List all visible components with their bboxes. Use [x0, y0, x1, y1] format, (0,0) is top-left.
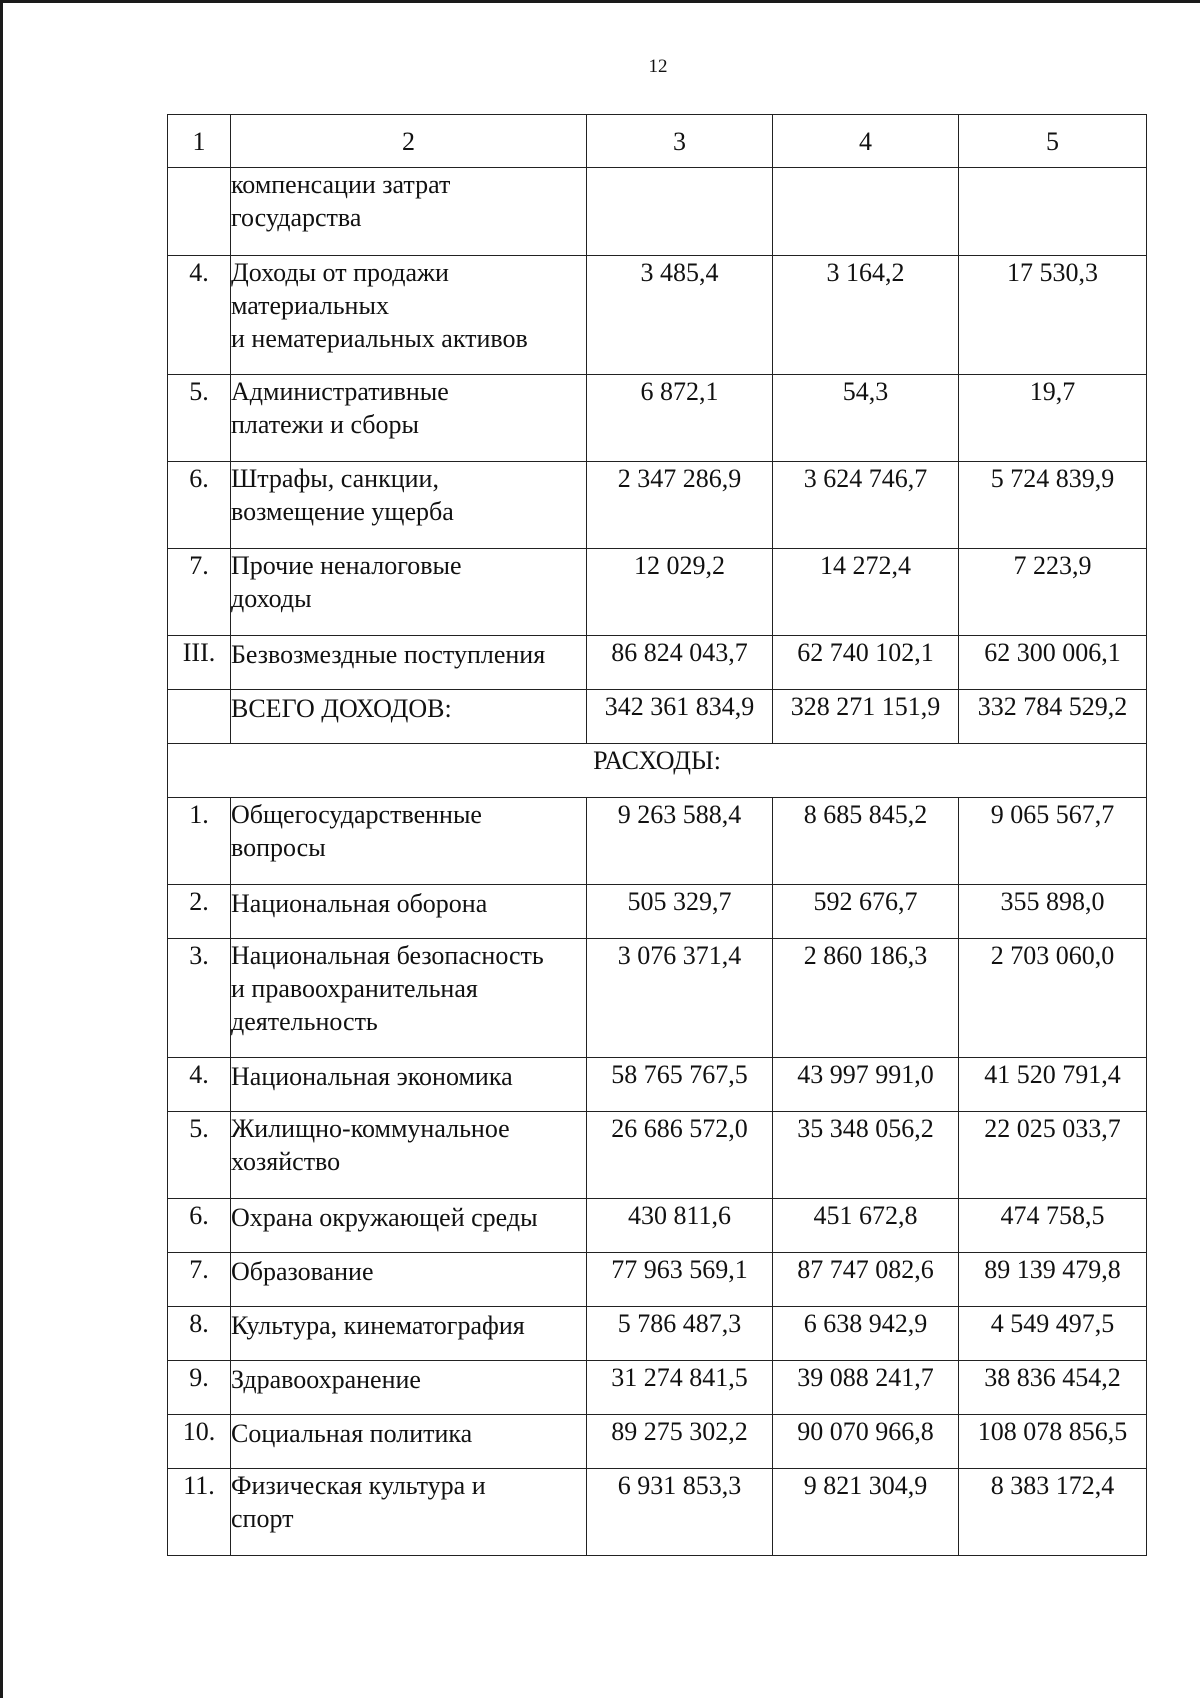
- row-name: [231, 1058, 587, 1112]
- row-number: 11.: [168, 1469, 231, 1556]
- row-number: III.: [168, 636, 231, 690]
- row-name-line: государства: [231, 203, 362, 232]
- column-header-1: 1: [168, 115, 231, 168]
- row-name: [231, 636, 587, 690]
- value-col-3: 86 824 043,7: [587, 636, 773, 690]
- value-col-3: 77 963 569,1: [587, 1253, 773, 1307]
- row-name-line: Социальная политика: [231, 1419, 473, 1448]
- value-col-4: 451 672,8: [773, 1199, 959, 1253]
- row-number: 1.: [168, 798, 231, 885]
- row-name: [231, 549, 587, 636]
- row-name: [231, 1199, 587, 1253]
- row-name: [231, 690, 587, 744]
- income-row: [168, 549, 1147, 636]
- expense-row: [168, 1469, 1147, 1556]
- row-name-line: Охрана окружающей среды: [231, 1203, 538, 1232]
- row-name-line: Здравоохранение: [231, 1365, 421, 1394]
- value-col-5: 474 758,5: [959, 1199, 1147, 1253]
- row-name: [231, 1469, 587, 1556]
- value-col-5: 38 836 454,2: [959, 1361, 1147, 1415]
- value-col-5: 2 703 060,0: [959, 939, 1147, 1058]
- row-number: 6.: [168, 1199, 231, 1253]
- row-name: [231, 1361, 587, 1415]
- row-name-line: доходы: [231, 584, 312, 613]
- value-col-4: 592 676,7: [773, 885, 959, 939]
- row-number: 4.: [168, 256, 231, 375]
- budget-table: [167, 114, 1147, 1556]
- value-col-4: 3 624 746,7: [773, 462, 959, 549]
- expense-row: [168, 1199, 1147, 1253]
- value-col-3: 505 329,7: [587, 885, 773, 939]
- row-name-line: Национальная экономика: [231, 1062, 513, 1091]
- expense-row: [168, 939, 1147, 1058]
- income-row: [168, 375, 1147, 462]
- value-col-4: 90 070 966,8: [773, 1415, 959, 1469]
- row-name: [231, 885, 587, 939]
- row-number: 7.: [168, 1253, 231, 1307]
- value-col-4: [773, 168, 959, 256]
- value-col-4: 54,3: [773, 375, 959, 462]
- row-name-line: Общегосударственные: [231, 800, 482, 829]
- income-row: [168, 462, 1147, 549]
- value-col-3: 89 275 302,2: [587, 1415, 773, 1469]
- income-row: [168, 690, 1147, 744]
- row-name-line: Безвозмездные поступления: [231, 640, 546, 669]
- column-header-2: 2: [231, 115, 587, 168]
- row-name-line: Национальная безопасность: [231, 941, 544, 970]
- row-name-line: Национальная оборона: [231, 889, 488, 918]
- row-name: [231, 798, 587, 885]
- value-col-3: 3 485,4: [587, 256, 773, 375]
- expense-row: [168, 1307, 1147, 1361]
- value-col-3: [587, 168, 773, 256]
- value-col-4: 9 821 304,9: [773, 1469, 959, 1556]
- row-number: 4.: [168, 1058, 231, 1112]
- expense-row: [168, 1415, 1147, 1469]
- row-name-line: Прочие неналоговые: [231, 551, 462, 580]
- value-col-5: 17 530,3: [959, 256, 1147, 375]
- column-number-header-row: [168, 115, 1147, 168]
- row-number: 10.: [168, 1415, 231, 1469]
- row-name-line: Доходы от продажи: [231, 258, 449, 287]
- row-number: 8.: [168, 1307, 231, 1361]
- scan-border-top: [0, 0, 1200, 3]
- row-name-line: Штрафы, санкции,: [231, 464, 439, 493]
- row-name-line: Административные: [231, 377, 449, 406]
- value-col-5: 8 383 172,4: [959, 1469, 1147, 1556]
- value-col-4: 3 164,2: [773, 256, 959, 375]
- row-number: [168, 690, 231, 744]
- continuation-row: [168, 168, 1147, 256]
- scan-border-left: [0, 0, 3, 1698]
- value-col-5: 89 139 479,8: [959, 1253, 1147, 1307]
- value-col-4: 35 348 056,2: [773, 1112, 959, 1199]
- row-name: [231, 1415, 587, 1469]
- income-row: [168, 636, 1147, 690]
- row-name: [231, 462, 587, 549]
- value-col-4: 62 740 102,1: [773, 636, 959, 690]
- value-col-3: 5 786 487,3: [587, 1307, 773, 1361]
- row-name-line: вопросы: [231, 833, 326, 862]
- expense-row: [168, 885, 1147, 939]
- row-name-line: хозяйство: [231, 1147, 341, 1176]
- income-row: [168, 256, 1147, 375]
- value-col-3: 9 263 588,4: [587, 798, 773, 885]
- row-name-line: материальных: [231, 291, 389, 320]
- value-col-3: 31 274 841,5: [587, 1361, 773, 1415]
- value-col-3: 2 347 286,9: [587, 462, 773, 549]
- row-name-line: Жилищно-коммунальное: [231, 1114, 510, 1143]
- expense-row: [168, 1361, 1147, 1415]
- value-col-3: 6 931 853,3: [587, 1469, 773, 1556]
- expense-row: [168, 1058, 1147, 1112]
- value-col-4: 87 747 082,6: [773, 1253, 959, 1307]
- row-name: [231, 1112, 587, 1199]
- row-name-line: возмещение ущерба: [231, 497, 454, 526]
- page-number: 12: [648, 56, 668, 77]
- value-col-4: 8 685 845,2: [773, 798, 959, 885]
- value-col-4: 14 272,4: [773, 549, 959, 636]
- value-col-4: 6 638 942,9: [773, 1307, 959, 1361]
- row-number: [168, 168, 231, 256]
- value-col-5: 4 549 497,5: [959, 1307, 1147, 1361]
- value-col-5: 355 898,0: [959, 885, 1147, 939]
- row-name: [231, 375, 587, 462]
- value-col-5: 332 784 529,2: [959, 690, 1147, 744]
- value-col-5: 19,7: [959, 375, 1147, 462]
- value-col-4: 2 860 186,3: [773, 939, 959, 1058]
- row-name-line: и правоохранительная: [231, 974, 478, 1003]
- value-col-3: 342 361 834,9: [587, 690, 773, 744]
- value-col-4: 39 088 241,7: [773, 1361, 959, 1415]
- row-name: [231, 168, 587, 256]
- value-col-3: 3 076 371,4: [587, 939, 773, 1058]
- value-col-3: 26 686 572,0: [587, 1112, 773, 1199]
- row-number: 5.: [168, 1112, 231, 1199]
- row-name: [231, 1253, 587, 1307]
- value-col-5: [959, 168, 1147, 256]
- value-col-5: 22 025 033,7: [959, 1112, 1147, 1199]
- value-col-3: 58 765 767,5: [587, 1058, 773, 1112]
- value-col-5: 5 724 839,9: [959, 462, 1147, 549]
- expense-row: [168, 798, 1147, 885]
- column-header-4: 4: [773, 115, 959, 168]
- value-col-3: 12 029,2: [587, 549, 773, 636]
- row-number: 6.: [168, 462, 231, 549]
- row-name-line: компенсации затрат: [231, 170, 451, 199]
- row-name-line: спорт: [231, 1504, 294, 1533]
- row-name: [231, 939, 587, 1058]
- row-number: 3.: [168, 939, 231, 1058]
- row-number: 5.: [168, 375, 231, 462]
- row-name-line: платежи и сборы: [231, 410, 420, 439]
- value-col-5: 7 223,9: [959, 549, 1147, 636]
- value-col-5: 9 065 567,7: [959, 798, 1147, 885]
- expenses-heading: РАСХОДЫ:: [168, 744, 1147, 798]
- value-col-3: 430 811,6: [587, 1199, 773, 1253]
- row-name-line: и нематериальных активов: [231, 324, 528, 353]
- row-name: [231, 1307, 587, 1361]
- expense-row: [168, 1253, 1147, 1307]
- row-name-line: деятельность: [231, 1007, 378, 1036]
- row-number: 9.: [168, 1361, 231, 1415]
- value-col-5: 62 300 006,1: [959, 636, 1147, 690]
- row-name-line: ВСЕГО ДОХОДОВ:: [231, 694, 452, 723]
- value-col-5: 108 078 856,5: [959, 1415, 1147, 1469]
- column-header-3: 3: [587, 115, 773, 168]
- budget-table-body: [168, 115, 1147, 1556]
- row-name-line: Физическая культура и: [231, 1471, 486, 1500]
- row-name-line: Культура, кинематография: [231, 1311, 525, 1340]
- expenses-section-row: [168, 744, 1147, 798]
- value-col-3: 6 872,1: [587, 375, 773, 462]
- row-name-line: Образование: [231, 1257, 374, 1286]
- column-header-5: 5: [959, 115, 1147, 168]
- expense-row: [168, 1112, 1147, 1199]
- row-number: 7.: [168, 549, 231, 636]
- row-name: [231, 256, 587, 375]
- value-col-5: 41 520 791,4: [959, 1058, 1147, 1112]
- value-col-4: 43 997 991,0: [773, 1058, 959, 1112]
- row-number: 2.: [168, 885, 231, 939]
- value-col-4: 328 271 151,9: [773, 690, 959, 744]
